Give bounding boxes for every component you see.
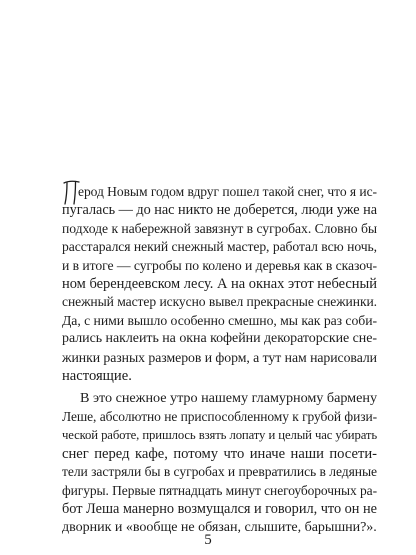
text-line: рались наклеить на окна кофейни декораторские сне- (62, 331, 377, 347)
text-line: ерод Новым годом вдруг пошел такой снег, что я ис- (78, 184, 377, 199)
paragraph-2 (62, 389, 377, 536)
text-line: ческой работе, пришлось взять лопату и целый час убирать (62, 428, 377, 443)
text-line: расстарался некий снежный мастер, работал всю ночь, (62, 239, 377, 255)
text-line: настоящие. (62, 368, 132, 385)
text-line: пугалась — до нас никто не доберется, люди уже на (62, 202, 378, 219)
paragraph-1 (62, 183, 377, 385)
text-line: Да, с ними вышло особенно смешно, мы как раз соби- (62, 312, 377, 328)
text-line: и в итоге — сугробы по колено и деревья как в сказоч- (62, 257, 377, 273)
text-line: снег перед кафе, потому что иначе наши посети- (62, 445, 377, 462)
text-line: снежный мастер искусно вывел прекрасные снежинки. (62, 294, 377, 310)
text-line: тели застряли бы в сугробах и превратились в ледяные (62, 464, 377, 480)
text-line: ном берендеевском лесу. А на окнах этот небесный (62, 276, 377, 293)
text-line: жинки разных размеров и форм, а тут нам нарисовали (62, 349, 377, 365)
text-line: бот Леша манерно возмущался и говорил, что он не (62, 500, 377, 517)
page-number: 5 (204, 532, 212, 548)
text-line: Леше, абсолютно не приспособленному к грубой физи- (62, 408, 377, 424)
body-text (62, 183, 377, 537)
text-line: подходе к набережной завязнут в сугробах. Словно бы (62, 220, 377, 236)
text-line: дворник и «вообще не обязан, слышите, барышни?». (62, 519, 377, 536)
text-line: фигуры. Первые пятнадцать минут снегоуборочных ра- (62, 482, 377, 498)
text-line: В это снежное утро нашему гламурному бармену (80, 390, 377, 407)
